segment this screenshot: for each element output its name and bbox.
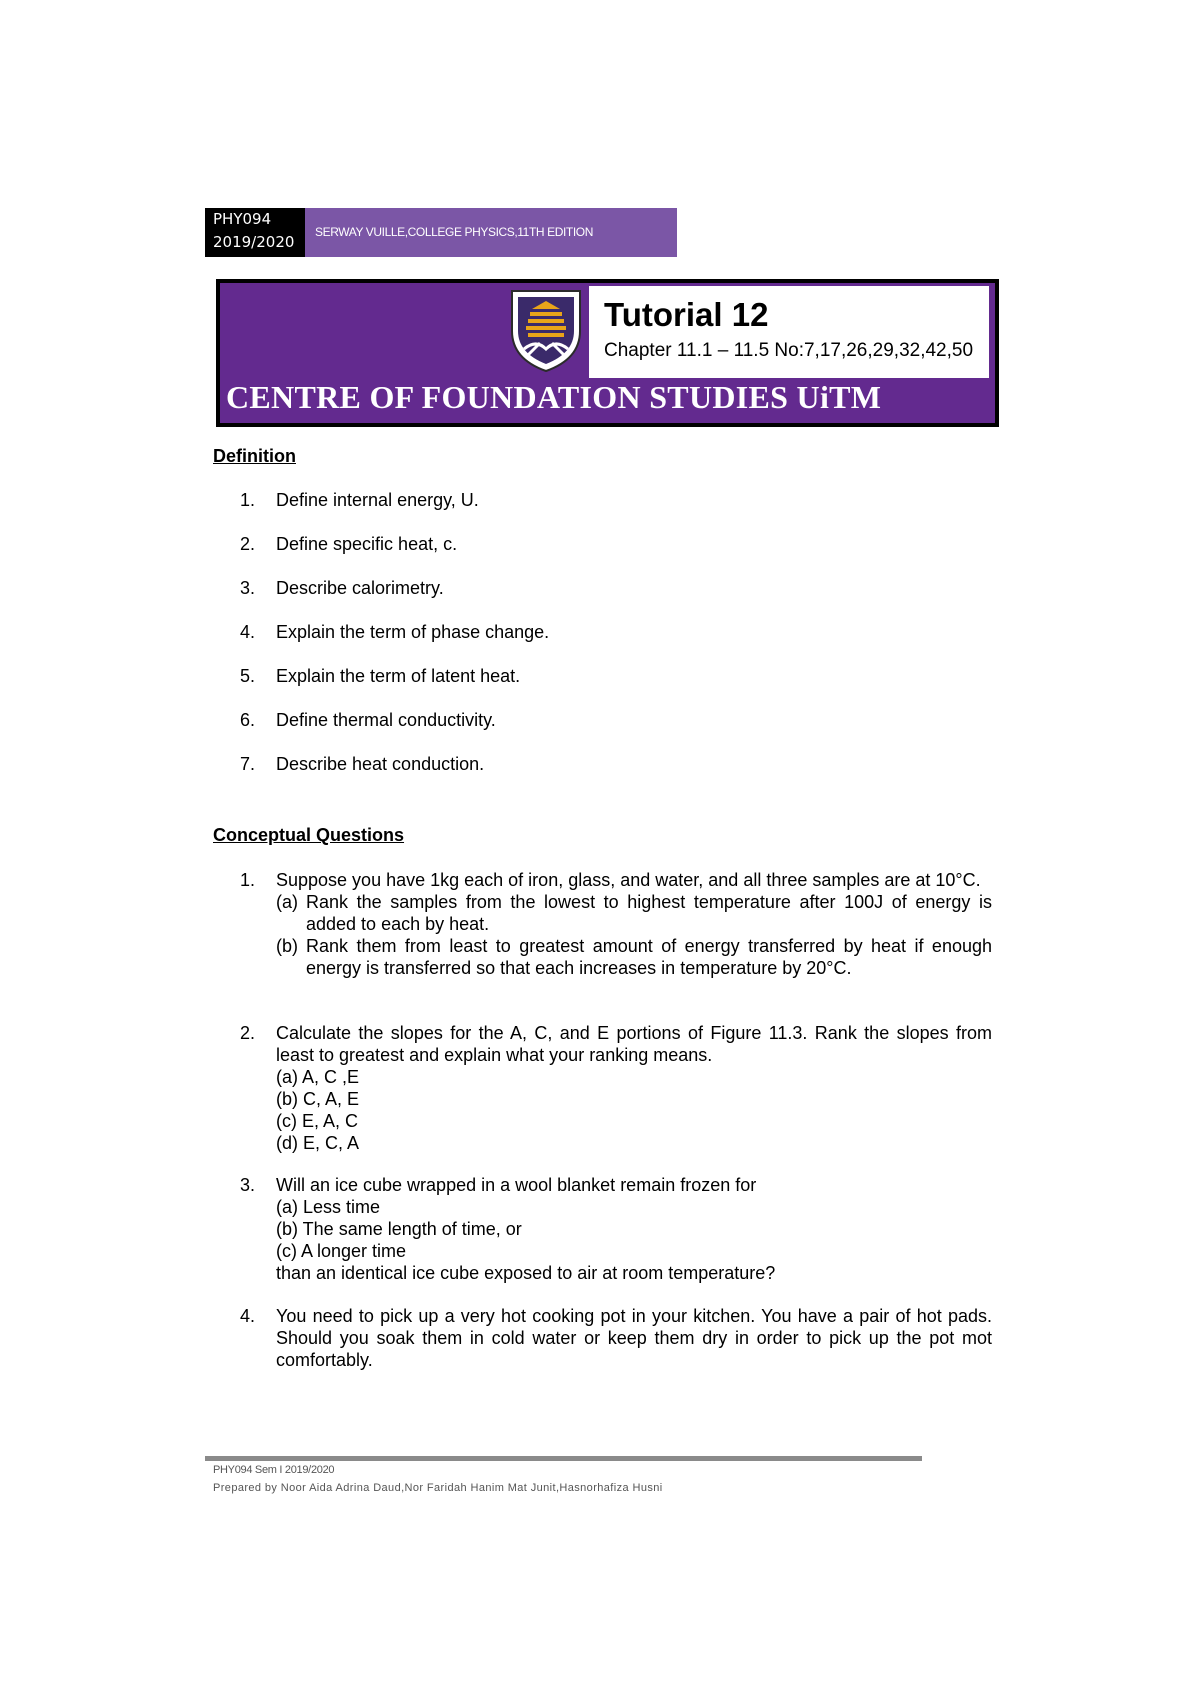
course-code: PHY094 (213, 210, 272, 228)
footer-authors: Prepared by Noor Aida Adrina Daud,Nor Faridah Hanim Mat Junit,Hasnorhafiza Husni (213, 1482, 663, 1494)
uitm-crest-logo (506, 287, 586, 373)
conceptual-heading: Conceptual Questions (213, 825, 405, 845)
footer-course: PHY094 Sem I 2019/2020 (213, 1464, 335, 1476)
question-3-tail: than an identical ice cube exposed to air at room temperature? (276, 1263, 776, 1283)
question-2: 2. Calculate the slopes for the A, C, and E portions of Figure 11.3. Rank the slopes from least to greatest and explain what your ranking means. (a) A, C ,E (b) C, A, E (c) E, A, C (d) E, C, A (240, 1023, 992, 1153)
definition-list (240, 490, 549, 798)
session: 2019/2020 (213, 233, 295, 251)
option: (b) C, A, E (276, 1089, 360, 1109)
option: (a) Less time (276, 1197, 381, 1217)
question-2-text: Calculate the slopes for the A, C, and E portions of Figure 11.3. Rank the slopes from least to greatest and explain what your ranking means. (276, 1023, 992, 1065)
question-4: 4. You need to pick up a very hot cooking pot in your kitchen. You have a pair of hot pads. Should you soak them in cold water or keep them dry in order to pick up the pot mot comfortably. (240, 1306, 992, 1370)
list-item: 7. Describe heat conduction. (240, 754, 485, 774)
textbook-label: SERWAY VUILLE,COLLEGE PHYSICS,11TH EDITION (305, 208, 677, 257)
list-item: 3. Describe calorimetry. (240, 578, 444, 598)
list-item: 2. Define specific heat, c. (240, 534, 458, 554)
list-item: 6. Define thermal conductivity. (240, 710, 496, 730)
question-3: 3. Will an ice cube wrapped in a wool blanket remain frozen for (a) Less time (b) The same length of time, or (c) A longer time than an identical ice cube exposed to air at room temperature? (240, 1174, 992, 1284)
question-1-part-b: (b) Rank them from least to greatest amount of energy transferred by heat if enough energy is transferred so that each increases in temperature by 20°C. (276, 936, 992, 978)
option: (c) A longer time (276, 1241, 407, 1261)
list-item: 5. Explain the term of latent heat. (240, 666, 521, 686)
option: (b) The same length of time, or (276, 1219, 522, 1239)
definition-heading: Definition (213, 446, 296, 466)
question-3-text: Will an ice cube wrapped in a wool blanket remain frozen for (276, 1175, 757, 1195)
title-box (589, 286, 989, 378)
option: (c) E, A, C (276, 1111, 359, 1131)
question-1-part-a: (a) Rank the samples from the lowest to highest temperature after 100J of energy is added to each by heat. (276, 892, 992, 934)
chapter-subtitle: Chapter 11.1 – 11.5 No:7,17,26,29,32,42,50 (604, 340, 974, 361)
question-1: 1. Suppose you have 1kg each of iron, glass, and water, and all three samples are at 10°C. (a) Rank the samples from the lowest to highest temperature after 100J of energy is added to each by heat. (b) Rank them from least to greatest amount of energy transferred by heat if enough energy is transferred so that each increases in temperature by 20°C. (240, 870, 992, 978)
institution-name: CENTRE OF FOUNDATION STUDIES UiTM (226, 379, 882, 415)
list-item: 4. Explain the term of phase change. (240, 622, 550, 642)
course-code-box (205, 208, 305, 257)
tutorial-title: Tutorial 12 (604, 296, 769, 333)
option: (a) A, C ,E (276, 1067, 360, 1087)
question-4-text: You need to pick up a very hot cooking pot in your kitchen. You have a pair of hot pads. Should you soak them in cold water or keep them dry in order to pick up the pot mot comfortably. (276, 1306, 992, 1370)
question-1-text: Suppose you have 1kg each of iron, glass, and water, and all three samples are at 10°C. (276, 870, 981, 890)
tutorial-banner (216, 279, 999, 427)
option: (d) E, C, A (276, 1133, 360, 1153)
footer-divider (205, 1456, 922, 1461)
list-item: 1. Define internal energy, U. (240, 490, 479, 510)
